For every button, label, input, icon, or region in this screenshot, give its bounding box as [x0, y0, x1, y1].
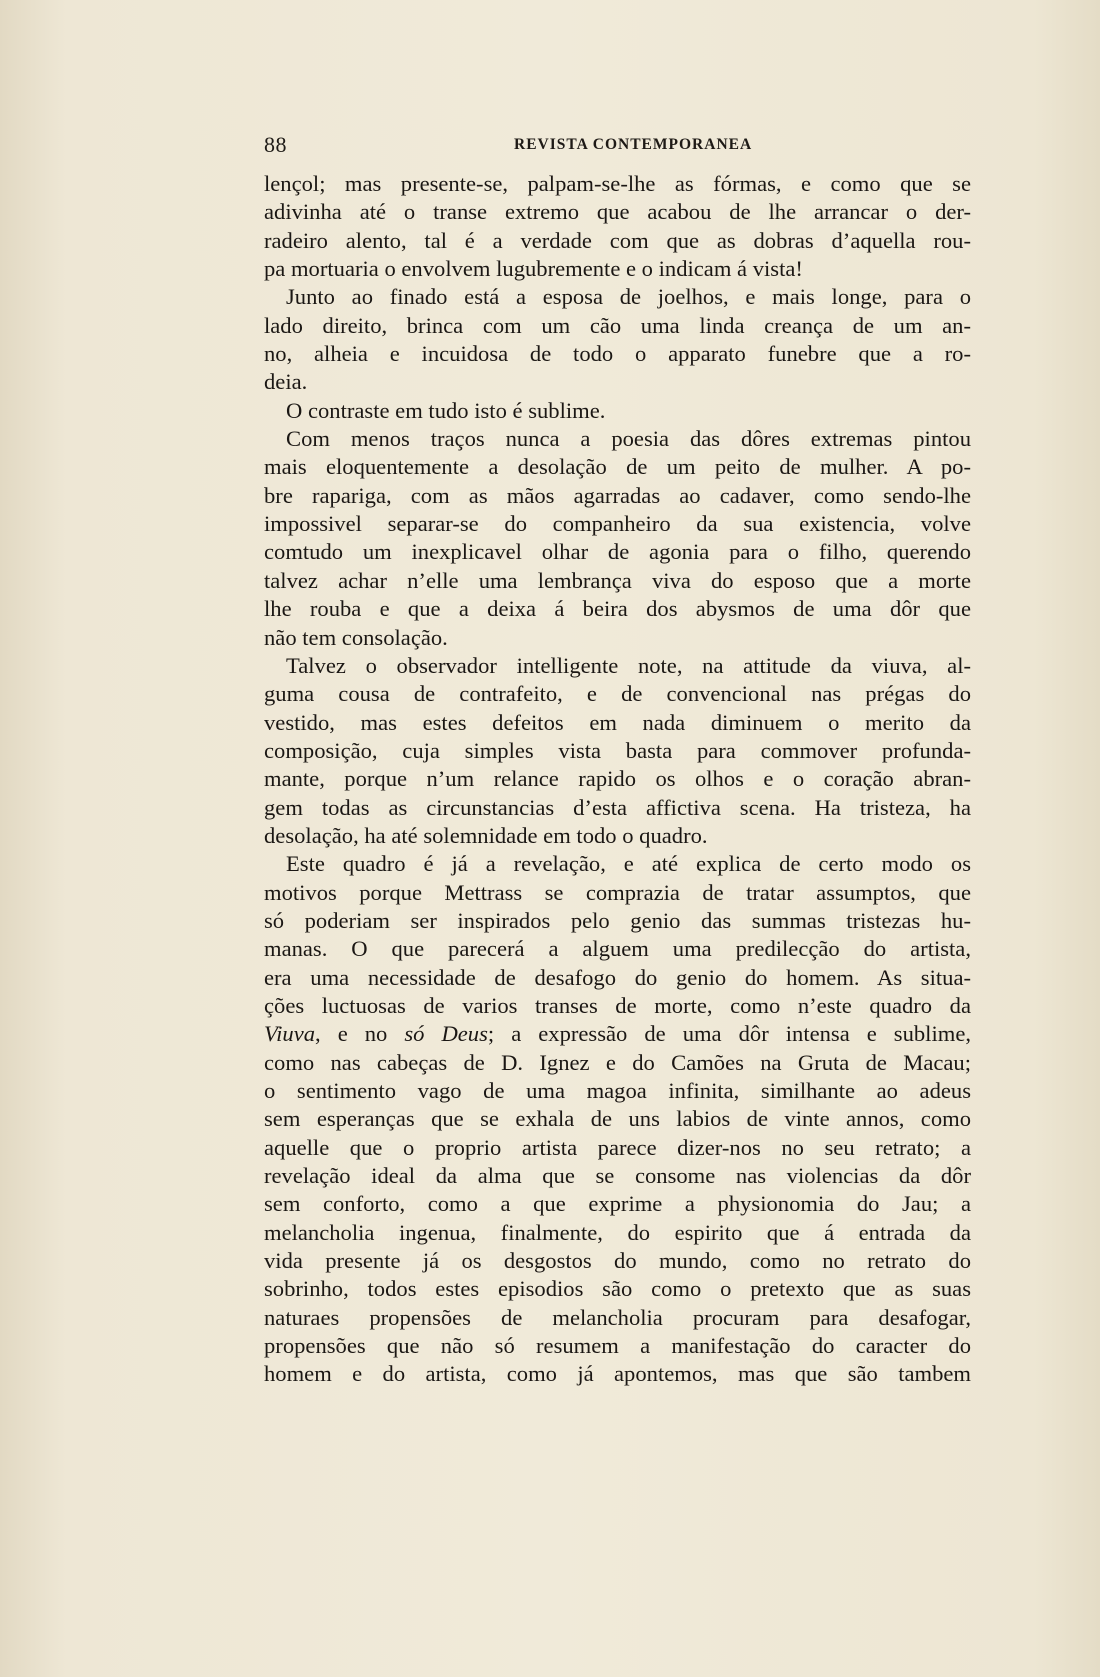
text-line: mais eloquentemente a desolação de um peito de mulher. A po-: [264, 454, 971, 480]
text-line: não tem consolação.: [264, 624, 448, 650]
text-line: adivinha até o transe extremo que acabou de lhe arrancar o der-: [264, 199, 971, 225]
text-line: motivos porque Mettrass se comprazia de tratar assumptos, que: [264, 879, 971, 905]
text-line: lhe rouba e que a deixa á beira dos abysmos de uma dôr que: [264, 596, 971, 622]
text-line: Junto ao finado está a esposa de joelhos, e mais longe, para o: [286, 284, 971, 310]
text-line: vestido, mas estes defeitos em nada diminuem o merito da: [264, 709, 971, 735]
text-line: lado direito, brinca com um cão uma linda creança de um an-: [264, 312, 971, 338]
text-line: gem todas as circunstancias d’esta affictiva scena. Ha tristeza, ha: [264, 794, 971, 820]
text-line: homem e do artista, como já apontemos, mas que são tambem: [264, 1361, 971, 1387]
text-line: [264, 1020, 971, 1048]
text-line: no, alheia e incuidosa de todo o apparato funebre que a ro-: [264, 341, 971, 367]
text-line: vida presente já os desgostos do mundo, como no retrato do: [264, 1248, 971, 1274]
text-line: só poderiam ser inspirados pelo genio das summas tristezas hu-: [264, 907, 971, 933]
text-line: manas. O que parecerá a alguem uma predilecção do artista,: [264, 936, 971, 962]
text-line: era uma necessidade de desafogo do genio do homem. As situa-: [264, 964, 971, 990]
text-line: Talvez o observador intelligente note, na attitude da viuva, al-: [286, 652, 971, 678]
italic-title: Viuva: [264, 1021, 316, 1047]
running-head: [264, 132, 971, 162]
text-line: Este quadro é já a revelação, e até explica de certo modo os: [286, 851, 971, 877]
text-line: melancholia ingenua, finalmente, do espirito que á entrada da: [264, 1219, 971, 1245]
text-line: comtudo um inexplicavel olhar de agonia para o filho, querendo: [264, 539, 971, 565]
text-segment: , e no: [315, 1021, 405, 1047]
text-line: deia.: [264, 369, 308, 395]
text-line: como nas cabeças de D. Ignez e do Camões na Gruta de Macau;: [264, 1049, 971, 1075]
text-line: mante, porque n’um relance rapido os olhos e o coração abran-: [264, 766, 971, 792]
text-line: sobrinho, todos estes episodios são como o pretexto que as suas: [264, 1276, 971, 1302]
journal-title: REVISTA CONTEMPORANEA: [514, 136, 753, 153]
text-line: sem esperanças que se exhala de uns labios de vinte annos, como: [264, 1106, 971, 1132]
text-line: pa mortuaria o envolvem lugubremente e o indicam á vista!: [264, 256, 803, 282]
body-text: [264, 170, 971, 1389]
text-segment: ; a expressão de uma dôr intensa e sublime,: [487, 1021, 971, 1047]
text-line: ções luctuosas de varios transes de morte, como n’este quadro da: [264, 992, 971, 1018]
text-line: radeiro alento, tal é a verdade com que as dobras d’aquella rou-: [264, 227, 971, 253]
text-line: revelação ideal da alma que se consome nas violencias da dôr: [264, 1163, 971, 1189]
text-line: impossivel separar-se do companheiro da sua existencia, volve: [264, 511, 971, 537]
text-line: lençol; mas presente-se, palpam-se-lhe as fórmas, e como que se: [264, 171, 971, 196]
text-line: aquelle que o proprio artista parece dizer-nos no seu retrato; a: [264, 1134, 971, 1160]
text-line: O contraste em tudo isto é sublime.: [286, 397, 606, 423]
text-line: desolação, ha até solemnidade em todo o quadro.: [264, 822, 708, 848]
text-line: naturaes propensões de melancholia procuram para desafogar,: [264, 1304, 971, 1330]
page-number: 88: [264, 132, 287, 157]
italic-title: só Deus: [404, 1021, 488, 1047]
text-line: composição, cuja simples vista basta para commover profunda-: [264, 737, 971, 763]
text-line: propensões que não só resumem a manifestação do caracter do: [264, 1333, 971, 1359]
text-line: bre rapariga, com as mãos agarradas ao cadaver, como sendo-lhe: [264, 482, 971, 508]
text-line: Com menos traços nunca a poesia das dôres extremas pintou: [286, 426, 971, 452]
text-line: guma cousa de contrafeito, e de convencional nas prégas do: [264, 681, 971, 707]
text-line: talvez achar n’elle uma lembrança viva do esposo que a morte: [264, 567, 971, 593]
text-line: sem conforto, como a que exprime a physionomia do Jau; a: [264, 1191, 971, 1217]
text-line: o sentimento vago de uma magoa infinita, similhante ao adeus: [264, 1078, 971, 1103]
